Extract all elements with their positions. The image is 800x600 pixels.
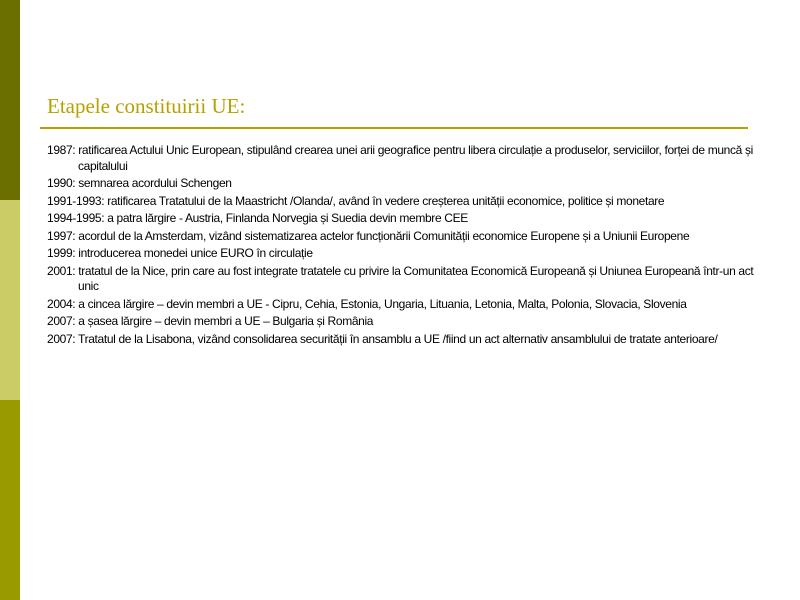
list-item: 1990: semnarea acordului Schengen: [47, 176, 232, 190]
list-item: 2001: tratatul de la Nice, prin care au fost integrate tratatele cu privire la Comunitatea Economică Europeană și Uniunea Europeană într-un act unic: [47, 263, 754, 293]
timeline-list: [47, 143, 759, 349]
list-item: 1999: introducerea monedei unice EURO în circulație: [47, 246, 313, 260]
list-item: 1994-1995: a patra lărgire - Austria, Finlanda Norvegia și Suedia devin membre CEE: [47, 211, 468, 225]
slide-title: Etapele constituirii UE:: [47, 94, 246, 118]
title-divider: [40, 127, 748, 129]
sidebar-stripe-top: [0, 0, 20, 200]
list-item: 2007: Tratatul de la Lisabona, vizând consolidarea securității în ansamblu a UE /fiind un act alternativ ansamblului de tratate anterioare/: [47, 331, 718, 346]
list-item: 1991-1993: ratificarea Tratatului de la Maastricht /Olanda/, având în vedere creșterea unității economice, politice și monetare: [47, 193, 665, 208]
list-item: 2004: a cincea lărgire – devin membri a UE - Cipru, Cehia, Estonia, Ungaria, Lituania, Letonia, Malta, Polonia, Slovacia, Slovenia: [47, 296, 687, 311]
list-item: 2007: a șasea lărgire – devin membri a UE – Bulgaria și România: [47, 314, 374, 328]
list-item: 1997: acordul de la Amsterdam, vizând sistematizarea actelor funcționării Comunității economice Europene și a Uniunii Europene: [47, 228, 690, 243]
list-item: 1987: ratificarea Actului Unic European, stipulând crearea unei arii geografice pentru libera circulație a produselor, serviciilor, forței de muncă și capitalului: [47, 143, 753, 173]
sidebar-stripe-middle: [0, 200, 20, 400]
sidebar-stripe-bottom: [0, 400, 20, 600]
